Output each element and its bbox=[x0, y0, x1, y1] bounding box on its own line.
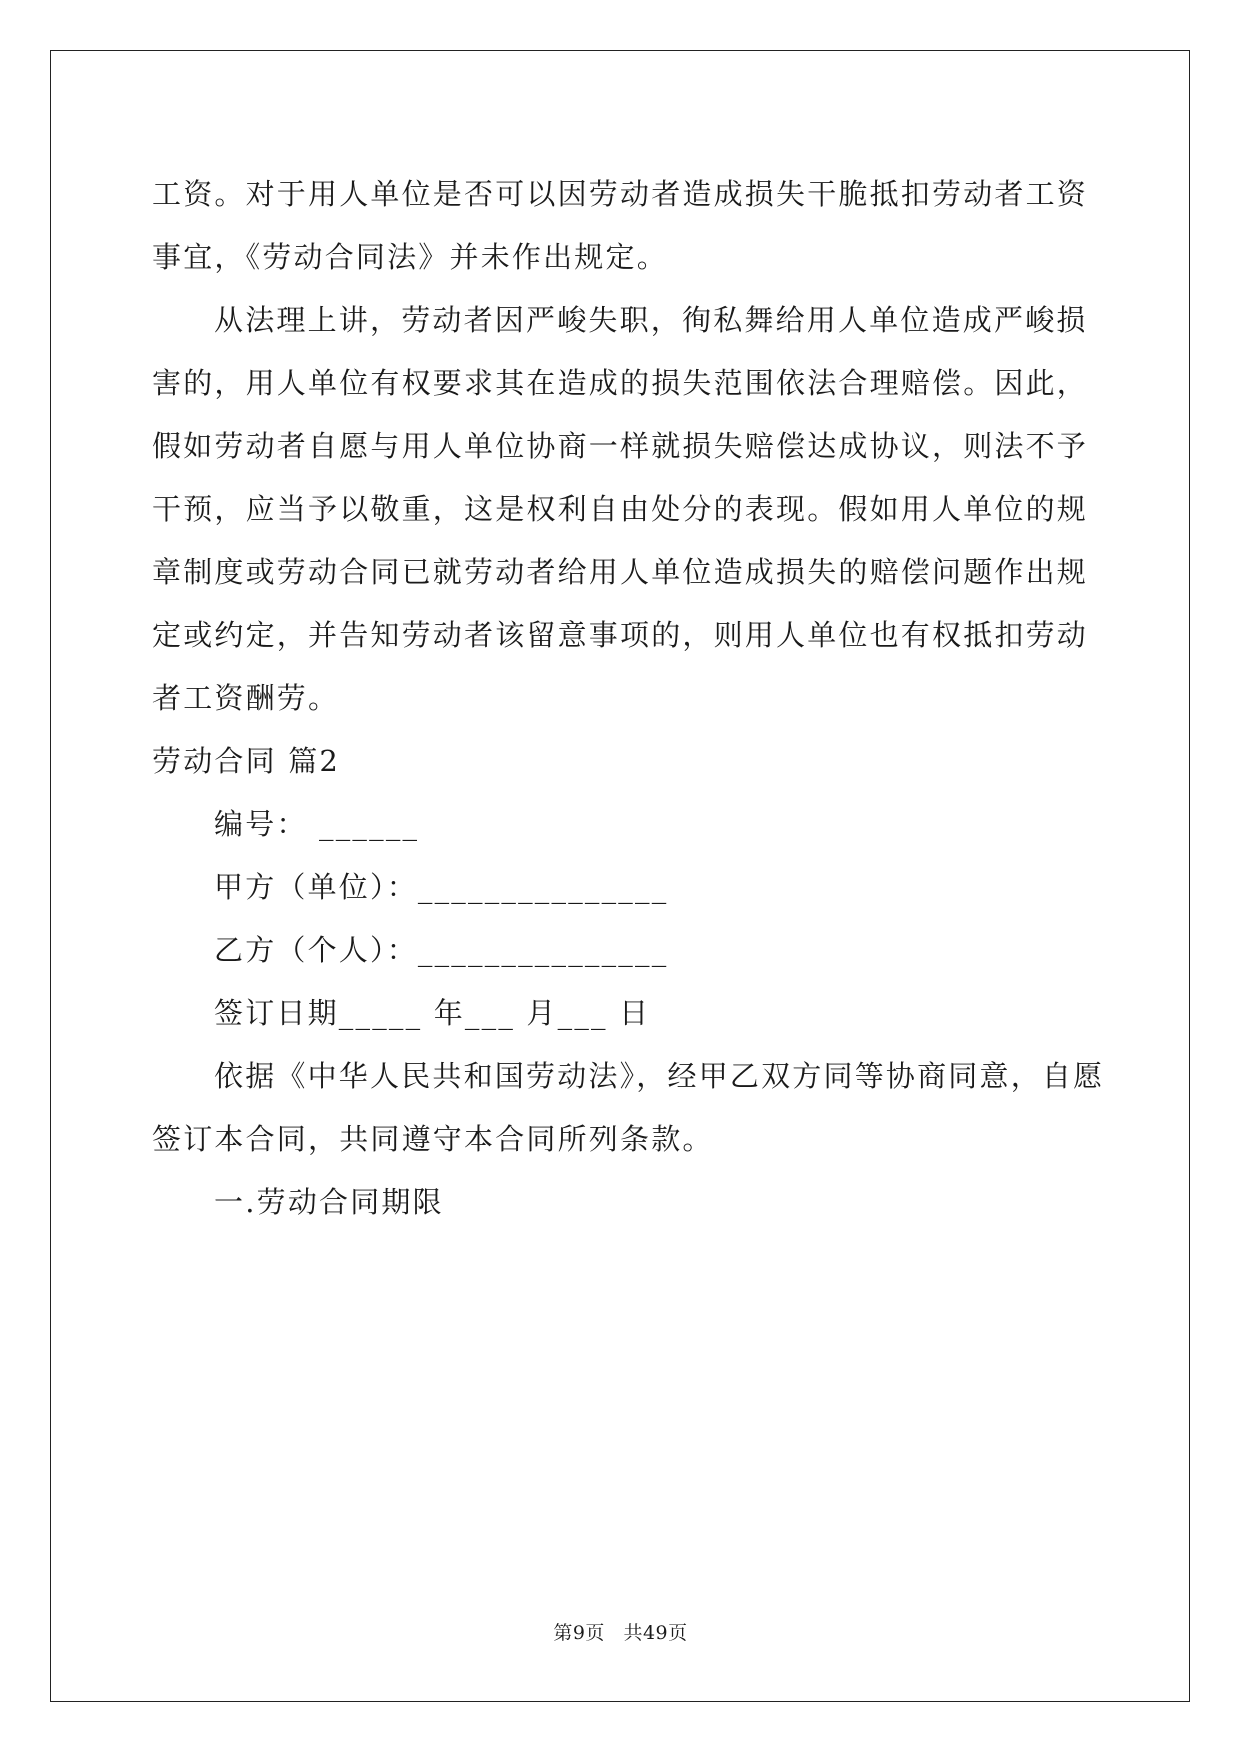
body-line: 章制度或劳动合同已就劳动者给用人单位造成损失的赔偿问题作出规 bbox=[152, 555, 1089, 589]
body-line: 事宜，《劳动合同法》并未作出规定。 bbox=[152, 240, 668, 274]
section-heading: 劳动合同 篇2 bbox=[152, 744, 341, 778]
clause-heading: 一.劳动合同期限 bbox=[214, 1185, 444, 1219]
body-line: 干预，应当予以敬重，这是权利自由处分的表现。假如用人单位的规 bbox=[152, 492, 1089, 526]
body-line: 者工资酬劳。 bbox=[152, 681, 340, 715]
body-line: 害的，用人单位有权要求其在造成的损失范围依法合理赔偿。因此， bbox=[152, 366, 1089, 400]
page-footer bbox=[0, 1618, 1241, 1645]
body-line: 定或约定，并告知劳动者该留意事项的，则用人单位也有权抵扣劳动 bbox=[152, 618, 1089, 652]
paragraph-start: 依据《中华人民共和国劳动法》，经甲乙双方同等协商同意，自愿 bbox=[214, 1059, 1105, 1093]
party-a-field: 甲方（单位）：_______________ bbox=[214, 870, 669, 904]
body-line: 签订本合同，共同遵守本合同所列条款。 bbox=[152, 1122, 714, 1156]
party-b-field: 乙方（个人）：_______________ bbox=[214, 933, 669, 967]
total-pages-label: 共49页 bbox=[623, 1622, 688, 1644]
contract-number-field: 编号： ______ bbox=[214, 807, 420, 841]
current-page-label: 第9页 bbox=[553, 1622, 605, 1644]
signing-date-field: 签订日期_____ 年___ 月___ 日 bbox=[214, 996, 651, 1030]
paragraph-start: 从法理上讲，劳动者因严峻失职，徇私舞给用人单位造成严峻损 bbox=[214, 303, 1088, 337]
body-line: 工资。对于用人单位是否可以因劳动者造成损失干脆抵扣劳动者工资 bbox=[152, 177, 1089, 211]
body-line: 假如劳动者自愿与用人单位协商一样就损失赔偿达成协议，则法不予 bbox=[152, 429, 1089, 463]
